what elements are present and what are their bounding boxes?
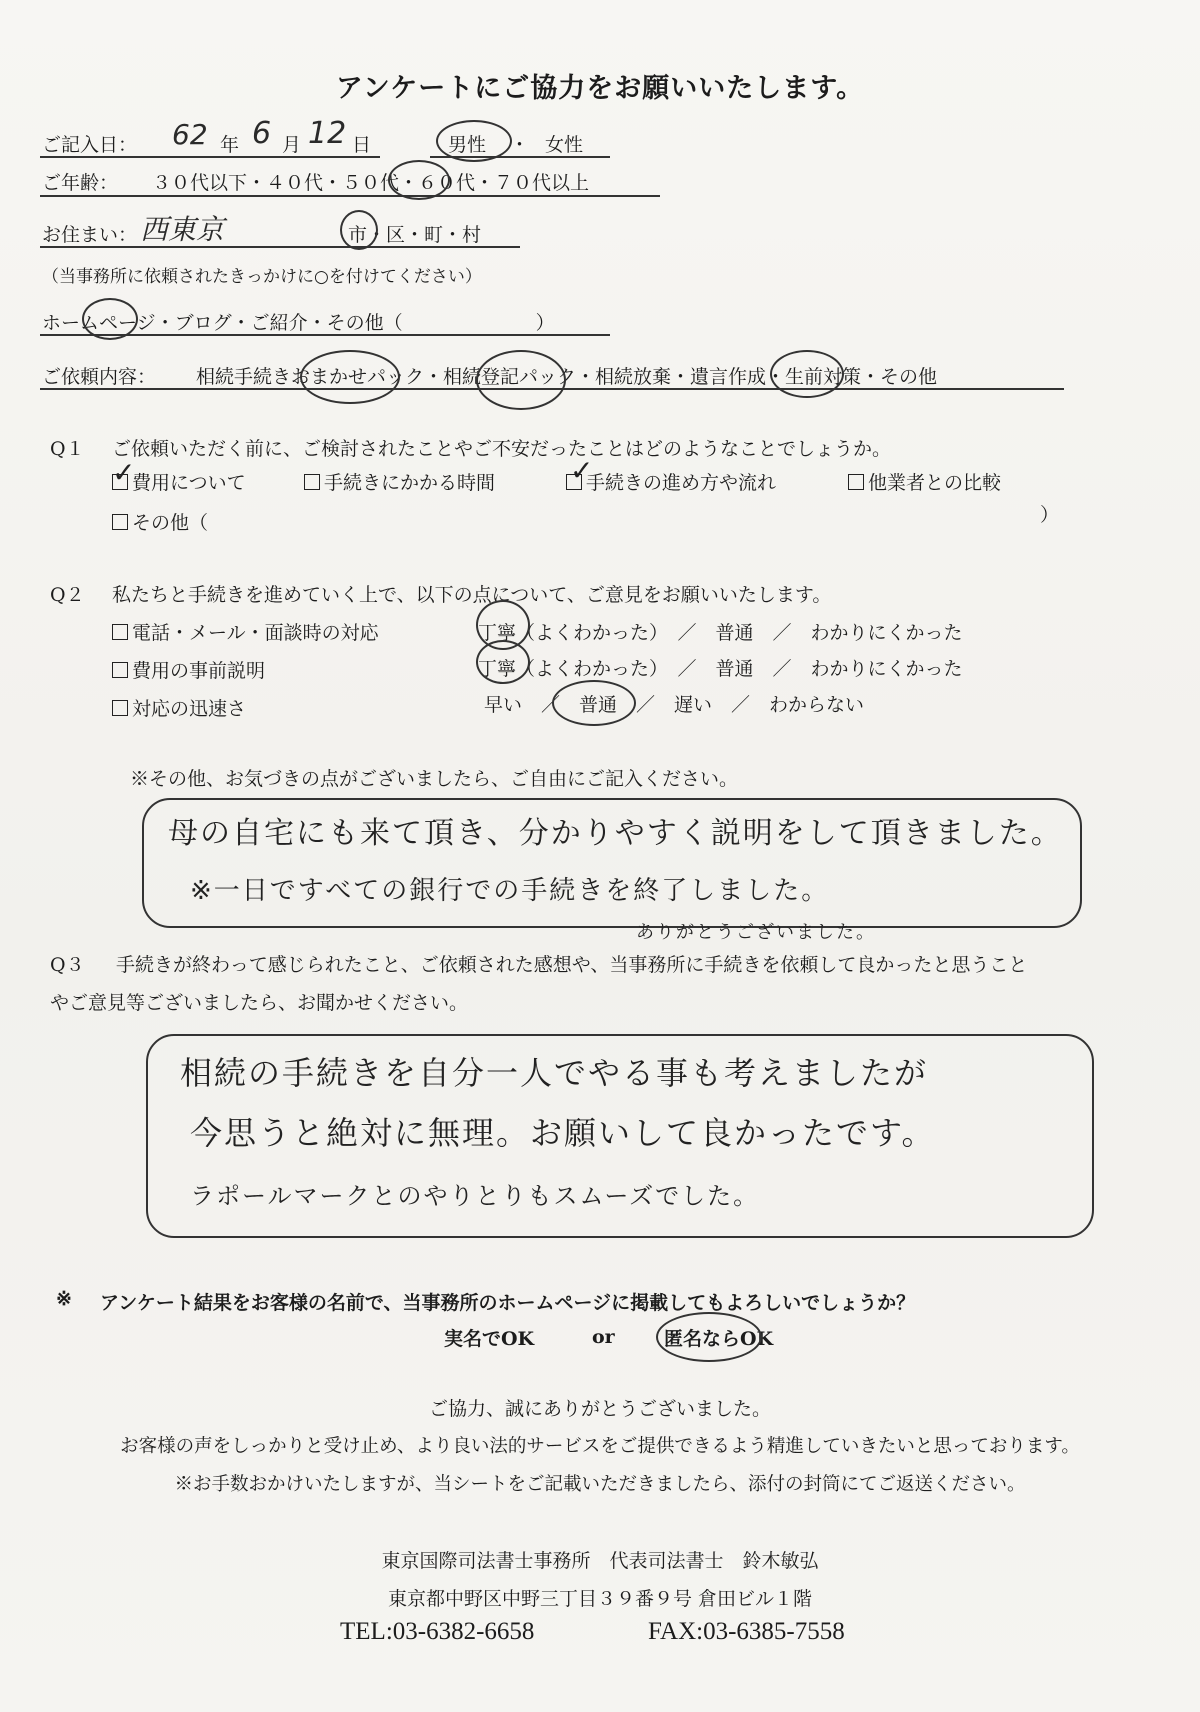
- request-underline: [40, 388, 1064, 390]
- q2-checkbox-contact[interactable]: [112, 624, 128, 640]
- q1-number: Q１: [50, 438, 85, 460]
- address-handwritten: 西東京: [140, 213, 225, 246]
- q2-row-fee: 費用の事前説明: [112, 656, 265, 683]
- trigger-options: ホームページ・ブログ・ご紹介・その他（ ）: [42, 312, 555, 334]
- q1-checkbox-other[interactable]: [112, 514, 128, 530]
- publish-real-name-option[interactable]: 実名でOK: [444, 1328, 535, 1350]
- footer-address: 東京都中野区中野三丁目３９番９号 倉田ビル１階: [387, 1588, 813, 1610]
- request-circle-omakase: [300, 350, 400, 404]
- age-underline: [40, 195, 660, 197]
- q2-scale-speed: 早い ／ 普通 ／ 遅い ／ わからない: [484, 694, 865, 716]
- publish-anonymous-option[interactable]: 匿名ならOK: [664, 1328, 774, 1350]
- q1-option-other: その他（: [112, 508, 208, 535]
- publish-mark: ※: [56, 1288, 72, 1310]
- q1-other-close: ）: [1040, 504, 1060, 526]
- address-label: お住まい：: [42, 224, 138, 246]
- q2-question: 私たちと手続きを進めていく上で、以下の点について、ご意見をお願いいたします。: [112, 584, 832, 606]
- q1-option-time: 手続きにかかる時間: [304, 468, 495, 495]
- footer-fax: FAX:03-6385-7558: [648, 1618, 845, 1645]
- age-label: ご年齢：: [42, 172, 119, 194]
- date-year-value: 62: [172, 118, 208, 151]
- q2-checkbox-fee[interactable]: [112, 662, 128, 678]
- q2-fee-selected-circle: [476, 640, 530, 684]
- q2-scale-contact: 丁寧（よくわかった） ／ 普通 ／ わかりにくかった: [478, 622, 963, 644]
- request-circle-yuigon: [770, 350, 844, 398]
- publish-question: アンケート結果をお客様の名前で、当事務所のホームページに掲載してもよろしいでしょうか？: [100, 1292, 916, 1314]
- survey-title: アンケートにご協力をお願いいたします。: [335, 73, 865, 104]
- q3-answer-line-2: 今思うと絶対に無理。お願いして良かったです。: [190, 1114, 936, 1152]
- footer-return-note: ※お手数おかけいたしますが、当シートをご記載いただきましたら、添付の封筒にてご返送ください。: [174, 1474, 1026, 1495]
- q1-checkbox-time[interactable]: [304, 474, 320, 490]
- q2-checkbox-speed[interactable]: [112, 700, 128, 716]
- q2-comment-line-2: ※一日ですべての銀行での手続きを終了しました。: [190, 876, 830, 906]
- q2-row-speed: 対応の迅速さ: [112, 694, 246, 721]
- footer-message: お客様の声をしっかりと受け止め、より良い法的サービスをご提供できるよう精進していきたいと思っております。: [120, 1436, 1080, 1457]
- request-options: 相続手続きおまかせパック・相続登記パック・相続放棄・遺言作成・生前対策・その他: [196, 366, 938, 388]
- checkmark-icon: ✓: [112, 456, 136, 489]
- q2-comment-line-1: 母の自宅にも来て頂き、分かりやすく説明をして頂きました。: [168, 816, 1063, 851]
- footer-office: 東京国際司法書士事務所 代表司法書士 鈴木敏弘: [381, 1550, 819, 1572]
- gender-underline: [430, 156, 610, 158]
- q1-option-cost: 費用について: [112, 468, 246, 495]
- q2-comment-line-3: ありがとうございました。: [636, 922, 876, 943]
- date-year-unit: 年: [220, 134, 240, 156]
- request-circle-touki: [476, 350, 566, 410]
- q1-option-compare: 他業者との比較: [848, 468, 1001, 495]
- q3-answer-line-1: 相続の手続きを自分一人でやる事も考えましたが: [180, 1054, 929, 1092]
- date-month-value: 6: [252, 116, 272, 151]
- request-label: ご依頼内容：: [42, 366, 157, 388]
- age-selected-circle: [388, 160, 450, 200]
- gender-male: 男性: [448, 134, 487, 156]
- q2-row-contact: 電話・メール・面談時の対応: [112, 618, 379, 645]
- q2-scale-fee: 丁寧（よくわかった） ／ 普通 ／ わかりにくかった: [478, 658, 963, 680]
- footer-thanks: ご協力、誠にありがとうございました。: [428, 1398, 771, 1420]
- q1-checkbox-compare[interactable]: [848, 474, 864, 490]
- date-day-value: 12: [308, 116, 347, 151]
- q1-option-process: 手続きの進め方や流れ: [566, 468, 776, 495]
- q3-question-line1: 手続きが終わって感じられたこと、ご依頼された感想や、当事務所に手続きを依頼して良かったと思うこと: [116, 954, 1028, 976]
- address-underline: [40, 246, 520, 248]
- q1-question: ご依頼いただく前に、ご検討されたことやご不安だったことはどのようなことでしょうか。: [112, 438, 892, 460]
- date-label: ご記入日：: [42, 134, 138, 156]
- date-underline: [40, 156, 380, 158]
- address-options: 市・区・町・村: [348, 224, 482, 246]
- q3-answer-line-3: ラポールマークとのやりとりもスムーズでした。: [190, 1182, 760, 1210]
- gender-female: 女性: [545, 134, 584, 156]
- q2-comment-prompt: ※その他、お気づきの点がございましたら、ご自由にご記入ください。: [130, 768, 739, 790]
- checkmark-icon: ✓: [570, 454, 594, 487]
- date-month-unit: 月: [282, 134, 302, 156]
- age-options: ３０代以下・４０代・５０代・６０代・７０代以上: [152, 172, 590, 194]
- date-day-unit: 日: [352, 134, 372, 156]
- q2-speed-selected-circle: [552, 680, 636, 726]
- q3-question-line2: やご意見等ございましたら、お聞かせください。: [50, 992, 469, 1014]
- trigger-instruction: （当事務所に依頼されたきっかけに○を付けてください）: [42, 267, 482, 287]
- footer-tel: TEL:03-6382-6658: [340, 1618, 535, 1645]
- address-selected-circle: [340, 210, 378, 250]
- publish-selected-circle: [656, 1312, 762, 1362]
- gender-sep: ・: [510, 134, 530, 156]
- trigger-underline: [40, 334, 610, 336]
- q3-number: Q３: [50, 954, 85, 976]
- q2-number: Q２: [50, 584, 85, 606]
- publish-or: or: [592, 1326, 615, 1348]
